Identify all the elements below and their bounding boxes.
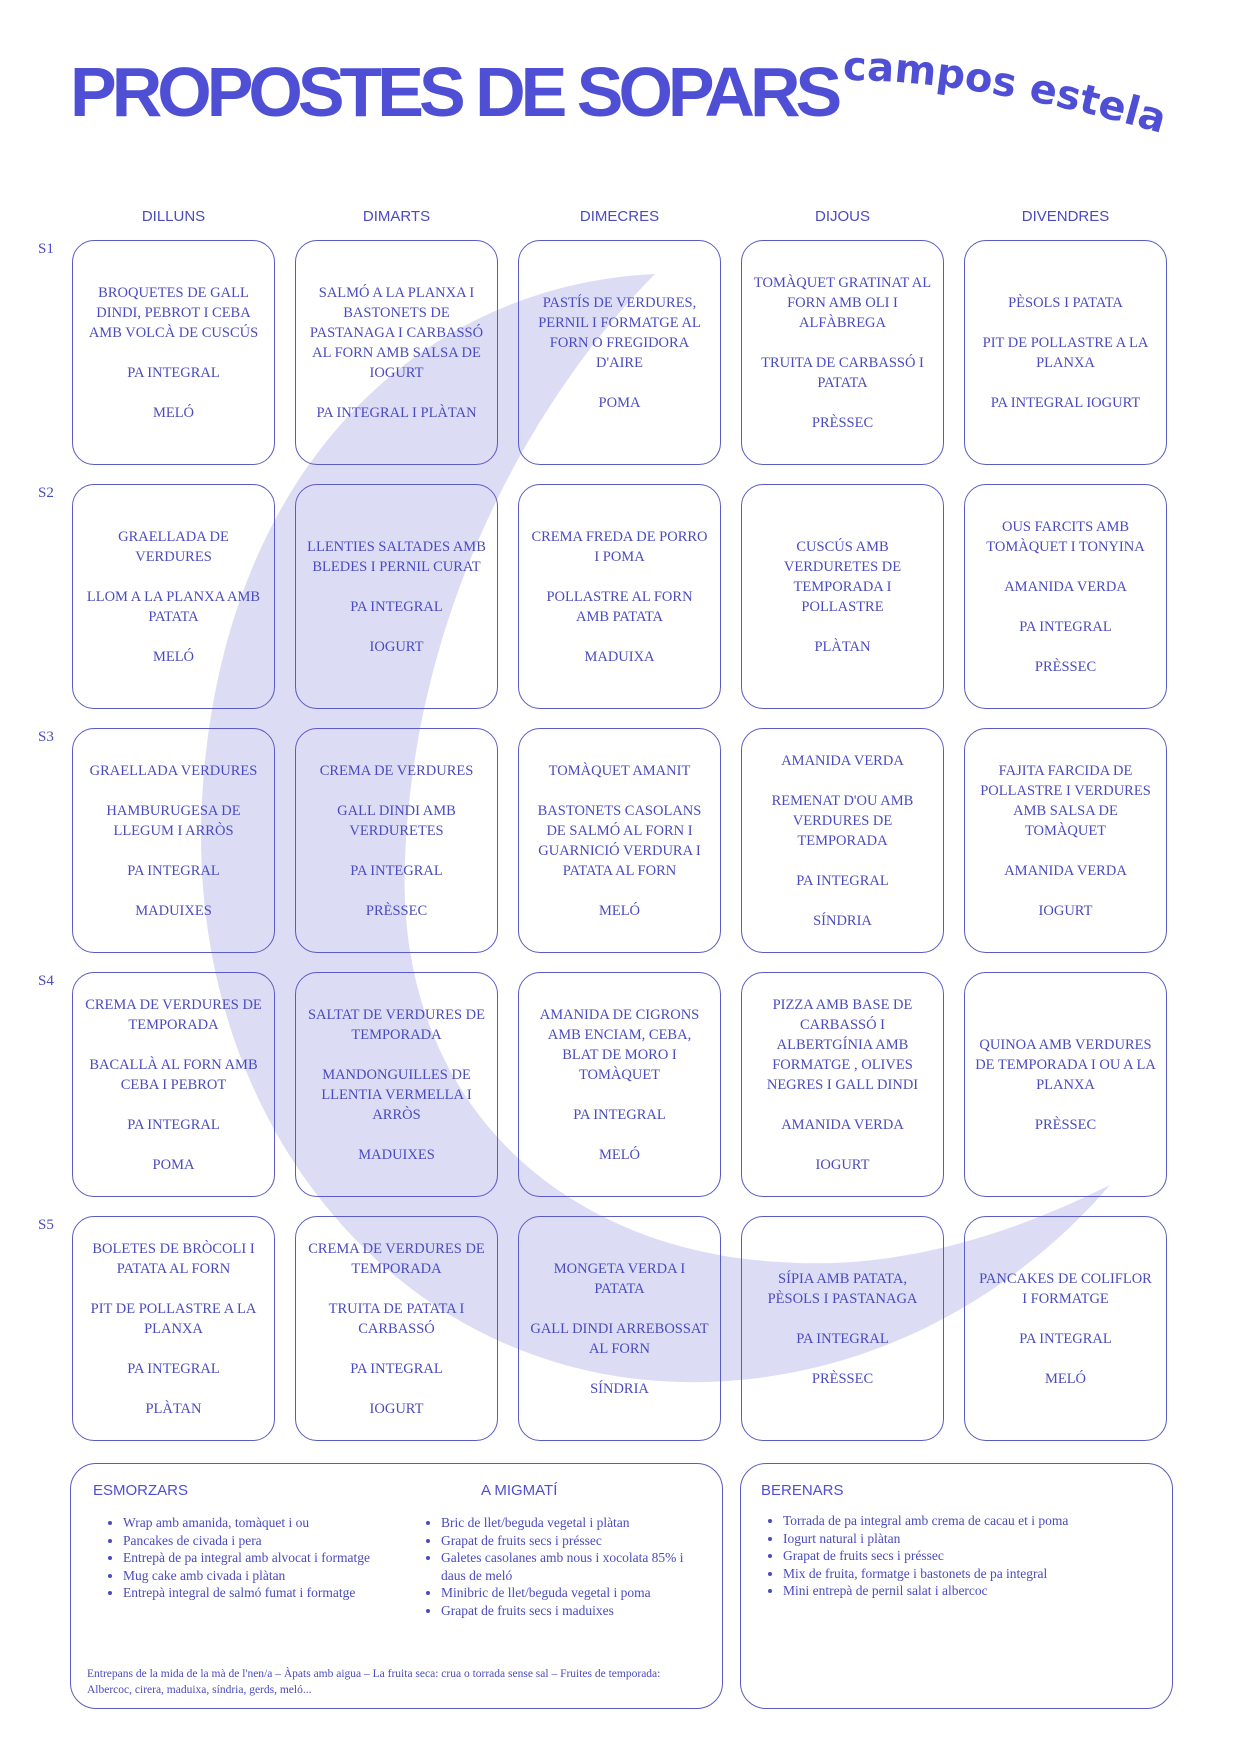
menu-dish: PA INTEGRAL <box>1019 1330 1112 1347</box>
menu-dish: IOGURT <box>369 1400 424 1417</box>
amigmati-heading: A MIGMATÍ <box>481 1482 558 1499</box>
list-item: • Pancakes de civada i pera <box>123 1532 423 1550</box>
menu-cell <box>72 484 275 709</box>
menu-dish: MADUIXES <box>358 1146 435 1163</box>
berenars-panel <box>740 1463 1173 1709</box>
menu-dish: SÍNDRIA <box>590 1380 649 1397</box>
list-item: • Entrepà integral de salmó fumat i formatge <box>123 1584 423 1602</box>
menu-dish: PRÈSSEC <box>1034 1116 1097 1133</box>
menu-dish: PRÈSSEC <box>1034 658 1097 675</box>
menu-dish: AMANIDA VERDA <box>1004 862 1127 879</box>
menu-dish: FAJITA FARCIDA DE POLLASTRE I VERDURES AMB SALSA DE TOMÀQUET <box>980 762 1151 839</box>
menu-dish: PA INTEGRAL <box>1019 618 1112 635</box>
menu-dish: MELÓ <box>1044 1370 1087 1387</box>
menu-dish: PA INTEGRAL IOGURT <box>990 394 1141 411</box>
list-item: • Minibric de llet/beguda vegetal i poma <box>441 1584 696 1602</box>
list-item: • Grapat de fruits secs i préssec <box>441 1532 696 1550</box>
menu-dish: PA INTEGRAL <box>127 364 220 381</box>
menu-dish: MELÓ <box>152 648 195 665</box>
menu-dish: POMA <box>152 1156 195 1173</box>
list-item: • Torrada de pa integral amb crema de cacau et i poma <box>783 1512 1168 1530</box>
menu-cell <box>518 484 721 709</box>
list-item: • Bric de llet/beguda vegetal i plàtan <box>441 1514 696 1532</box>
menu-dish: MADUIXA <box>584 648 655 665</box>
list-item: • Galetes casolanes amb nous i xocolata 85% i daus de meló <box>441 1549 696 1584</box>
menu-cell <box>72 1216 275 1441</box>
menu-dish: PIT DE POLLASTRE A LA PLANXA <box>90 1300 257 1337</box>
menu-dish: SALTAT DE VERDURES DE TEMPORADA <box>307 1006 486 1043</box>
menu-dish: PRÈSSEC <box>811 414 874 431</box>
menu-dish: AMANIDA VERDA <box>1004 578 1127 595</box>
footnote: Entrepans de la mida de la mà de l'nen/a – Àpats amb aigua – La fruita seca: crua o torrada sense sal – Fruites de temporada: Albercoc, cirera, maduixa, síndria, gerds, meló... <box>87 1668 661 1696</box>
list-item: • Mix de fruita, formatge i bastonets de pa integral <box>783 1565 1168 1583</box>
menu-dish: LLOM A LA PLANXA AMB PATATA <box>86 588 261 625</box>
menu-dish: OUS FARCITS AMB TOMÀQUET I TONYINA <box>986 518 1145 555</box>
menu-cell <box>964 1216 1167 1441</box>
menu-cell <box>518 1216 721 1441</box>
menu-cell <box>741 1216 944 1441</box>
day-header-3: DIMECRES <box>579 208 660 225</box>
menu-dish: PA INTEGRAL <box>350 598 443 615</box>
menu-dish: AMANIDA DE CIGRONS AMB ENCIAM, CEBA, BLAT DE MORO I TOMÀQUET <box>539 1006 700 1083</box>
menu-cell <box>741 240 944 465</box>
menu-dish: BASTONETS CASOLANS DE SALMÓ AL FORN I GUARNICIÓ VERDURA I PATATA AL FORN <box>537 802 702 879</box>
day-header-2: DIMARTS <box>362 208 431 225</box>
amigmati-list <box>421 1514 696 1619</box>
menu-cell <box>518 240 721 465</box>
menu-dish: IOGURT <box>369 638 424 655</box>
menu-dish: CREMA DE VERDURES DE TEMPORADA <box>85 996 262 1033</box>
menu-dish: BOLETES DE BRÒCOLI I PATATA AL FORN <box>92 1240 255 1277</box>
menu-dish: BACALLÀ AL FORN AMB CEBA I PEBROT <box>89 1056 258 1093</box>
menu-dish: TOMÀQUET AMANIT <box>548 762 691 779</box>
menu-dish: CREMA DE VERDURES <box>319 762 474 779</box>
menu-dish: PA INTEGRAL <box>127 862 220 879</box>
menu-cell <box>964 728 1167 953</box>
week-label: S2 <box>38 485 54 501</box>
menu-dish: PA INTEGRAL I PLÀTAN <box>316 404 477 421</box>
menu-dish: HAMBURUGESA DE LLEGUM I ARRÒS <box>106 802 241 839</box>
week-label: S3 <box>38 729 54 745</box>
menu-cell <box>295 484 498 709</box>
menu-cell <box>518 972 721 1197</box>
menu-dish: PLÀTAN <box>814 638 871 655</box>
menu-dish: GRAELLADA DE VERDURES <box>118 528 229 565</box>
list-item: • Mini entrepà de pernil salat i albercoc <box>783 1582 1168 1600</box>
menu-dish: GALL DINDI AMB VERDURETES <box>337 802 456 839</box>
menu-dish: MELÓ <box>598 1146 641 1163</box>
menu-dish: MELÓ <box>598 902 641 919</box>
menu-cell <box>295 240 498 465</box>
menu-dish: PA INTEGRAL <box>796 872 889 889</box>
day-header-1: DILLUNS <box>141 208 206 225</box>
menu-dish: PRÈSSEC <box>811 1370 874 1387</box>
menu-cell <box>295 728 498 953</box>
menu-dish: PASTÍS DE VERDURES, PERNIL I FORMATGE AL FORN O FREGIDORA D'AIRE <box>538 294 701 371</box>
esmorzars-list <box>103 1514 423 1602</box>
menu-dish: CREMA FREDA DE PORRO I POMA <box>531 528 708 565</box>
menu-dish: PA INTEGRAL <box>796 1330 889 1347</box>
menu-dish: PIZZA AMB BASE DE CARBASSÓ I ALBERTGÍNIA AMB FORMATGE , OLIVES NEGRES I GALL DINDI <box>766 996 919 1093</box>
menu-dish: QUINOA AMB VERDURES DE TEMPORADA I OU A LA PLANXA <box>975 1036 1156 1093</box>
menu-dish: PA INTEGRAL <box>350 1360 443 1377</box>
list-item: • Iogurt natural i plàtan <box>783 1530 1168 1548</box>
menu-cell <box>964 484 1167 709</box>
berenars-heading: BERENARS <box>761 1482 844 1499</box>
list-item: • Grapat de fruits secs i préssec <box>783 1547 1168 1565</box>
logo-word2: estela <box>1025 65 1172 143</box>
menu-dish: TOMÀQUET GRATINAT AL FORN AMB OLI I ALFÀBREGA <box>753 274 932 331</box>
menu-dish: MELÓ <box>152 404 195 421</box>
menu-dish: PRÈSSEC <box>365 902 428 919</box>
morning-panel <box>70 1463 723 1709</box>
menu-dish: PLÀTAN <box>145 1400 202 1417</box>
menu-dish: PÈSOLS I PATATA <box>1008 294 1123 311</box>
week-label: S5 <box>38 1217 54 1233</box>
menu-cell <box>295 1216 498 1441</box>
list-item: • Mug cake amb civada i plàtan <box>123 1567 423 1585</box>
menu-dish: MANDONGUILLES DE LLENTIA VERMELLA I ARRÒS <box>321 1066 472 1123</box>
menu-dish: IOGURT <box>1038 902 1093 919</box>
berenars-list <box>763 1512 1168 1600</box>
menu-dish: POLLASTRE AL FORN AMB PATATA <box>546 588 693 625</box>
menu-cell <box>741 728 944 953</box>
logo-word1: campos <box>842 43 1021 108</box>
day-header-5: DIVENDRES <box>1021 208 1110 225</box>
menu-dish: MONGETA VERDA I PATATA <box>553 1260 686 1297</box>
menu-dish: IOGURT <box>815 1156 870 1173</box>
menu-dish: BROQUETES DE GALL DINDI, PEBROT I CEBA AMB VOLCÀ DE CUSCÚS <box>88 284 259 341</box>
menu-dish: PA INTEGRAL <box>573 1106 666 1123</box>
menu-dish: SÍPIA AMB PATATA, PÈSOLS I PASTANAGA <box>767 1270 918 1307</box>
week-label: S4 <box>38 973 54 989</box>
menu-dish: PA INTEGRAL <box>127 1360 220 1377</box>
week-label: S1 <box>38 241 54 257</box>
menu-cell <box>72 972 275 1197</box>
menu-dish: SALMÓ A LA PLANXA I BASTONETS DE PASTANAGA I CARBASSÓ AL FORN AMB SALSA DE IOGURT <box>309 284 484 381</box>
menu-dish: TRUITA DE PATATA I CARBASSÓ <box>328 1300 465 1337</box>
menu-dish: PA INTEGRAL <box>350 862 443 879</box>
menu-cell <box>741 484 944 709</box>
menu-cell <box>964 240 1167 465</box>
day-header-4: DIJOUS <box>814 208 870 225</box>
menu-dish: AMANIDA VERDA <box>781 1116 904 1133</box>
list-item: • Entrepà de pa integral amb alvocat i formatge <box>123 1549 423 1567</box>
menu-dish: AMANIDA VERDA <box>781 752 904 769</box>
menu-dish: SÍNDRIA <box>813 912 872 929</box>
menu-dish: POMA <box>598 394 641 411</box>
list-item: • Wrap amb amanida, tomàquet i ou <box>123 1514 423 1532</box>
menu-dish: LLENTIES SALTADES AMB BLEDES I PERNIL CURAT <box>307 538 486 575</box>
menu-cell <box>72 240 275 465</box>
list-item: • Grapat de fruits secs i maduixes <box>441 1602 696 1620</box>
menu-dish: MADUIXES <box>135 902 212 919</box>
menu-cell <box>964 972 1167 1197</box>
menu-dish: GRAELLADA VERDURES <box>89 762 258 779</box>
campos-estela-logo <box>838 40 1178 160</box>
menu-dish: PANCAKES DE COLIFLOR I FORMATGE <box>979 1270 1152 1307</box>
menu-dish: GALL DINDI ARREBOSSAT AL FORN <box>530 1320 709 1357</box>
menu-cell <box>741 972 944 1197</box>
menu-cell <box>518 728 721 953</box>
logo-text <box>843 44 1172 143</box>
menu-dish: PIT DE POLLASTRE A LA PLANXA <box>982 334 1149 371</box>
page-title: PROPOSTES DE SOPARS <box>70 53 838 131</box>
menu-cell <box>295 972 498 1197</box>
menu-dish: PA INTEGRAL <box>127 1116 220 1133</box>
menu-dish: REMENAT D'OU AMB VERDURES DE TEMPORADA <box>771 792 914 849</box>
esmorzars-heading: ESMORZARS <box>93 1482 189 1499</box>
menu-dish: TRUITA DE CARBASSÓ I PATATA <box>761 354 924 391</box>
menu-cell <box>72 728 275 953</box>
menu-dish: CREMA DE VERDURES DE TEMPORADA <box>308 1240 485 1277</box>
menu-dish: CUSCÚS AMB VERDURETES DE TEMPORADA I POLLASTRE <box>783 538 902 615</box>
